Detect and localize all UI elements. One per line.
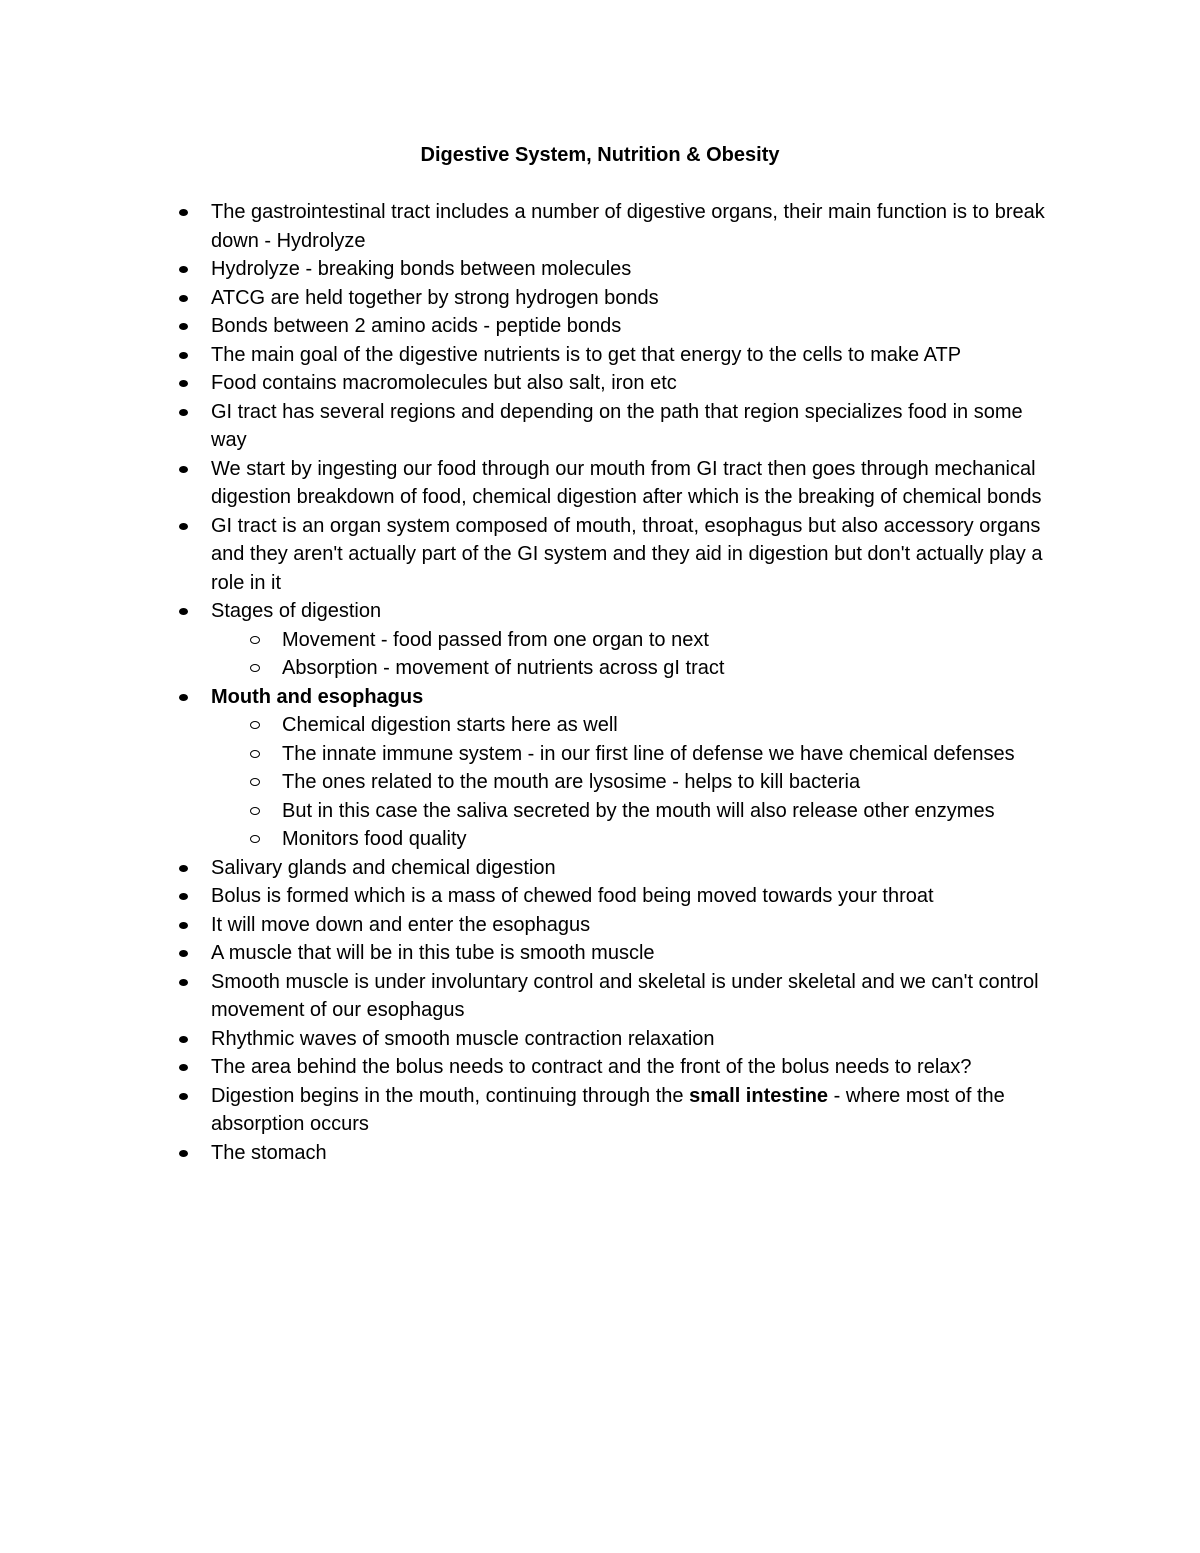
document-title: Digestive System, Nutrition & Obesity bbox=[420, 144, 780, 166]
list-item: GI tract is an organ system composed of mouth, throat, esophagus but also accessory organs and they aren't actually part of the GI system and they aid in digestion but don't actually play a role in it bbox=[211, 512, 1061, 598]
list-item: Food contains macromolecules but also salt, iron etc bbox=[211, 369, 1061, 398]
sub-list-item: The ones related to the mouth are lysosime - helps to kill bacteria bbox=[282, 768, 1061, 797]
list-item-text-after: - where most of the absorption occurs bbox=[211, 1084, 1005, 1135]
sub-list-item: The innate immune system - in our first line of defense we have chemical defenses bbox=[282, 740, 1061, 769]
list-item: It will move down and enter the esophagus bbox=[211, 911, 1061, 940]
list-item-stages-of-digestion bbox=[211, 597, 1061, 683]
list-item-mouth-and-esophagus bbox=[211, 683, 1061, 854]
bullet-list bbox=[211, 198, 1061, 1167]
list-item: The area behind the bolus needs to contract and the front of the bolus needs to relax? bbox=[211, 1053, 1061, 1082]
section-heading: Mouth and esophagus bbox=[211, 685, 424, 708]
list-item: We start by ingesting our food through our mouth from GI tract then goes through mechanical digestion breakdown of food, chemical digestion after which is the breaking of chemical bonds bbox=[211, 455, 1061, 512]
sub-list-item: Movement - food passed from one organ to next bbox=[282, 626, 1061, 655]
list-item: Rhythmic waves of smooth muscle contraction relaxation bbox=[211, 1025, 1061, 1054]
list-item: The gastrointestinal tract includes a number of digestive organs, their main function is to break down - Hydrolyze bbox=[211, 198, 1061, 255]
sub-list-item: But in this case the saliva secreted by the mouth will also release other enzymes bbox=[282, 797, 1061, 826]
list-item-text-before: Digestion begins in the mouth, continuing through the bbox=[211, 1084, 690, 1107]
list-item: The stomach bbox=[211, 1139, 1061, 1168]
list-item: Hydrolyze - breaking bonds between molecules bbox=[211, 255, 1061, 284]
sub-list-item: Chemical digestion starts here as well bbox=[282, 711, 1061, 740]
list-item: Bolus is formed which is a mass of chewed food being moved towards your throat bbox=[211, 882, 1061, 911]
bold-term: small intestine bbox=[689, 1084, 829, 1107]
list-item-small-intestine bbox=[211, 1082, 1061, 1139]
list-item: Bonds between 2 amino acids - peptide bonds bbox=[211, 312, 1061, 341]
sub-list bbox=[211, 626, 1061, 683]
list-item: Smooth muscle is under involuntary control and skeletal is under skeletal and we can't control movement of our esophagus bbox=[211, 968, 1061, 1025]
sub-list bbox=[211, 711, 1061, 854]
list-item: GI tract has several regions and depending on the path that region specializes food in some way bbox=[211, 398, 1061, 455]
list-item: ATCG are held together by strong hydrogen bonds bbox=[211, 284, 1061, 313]
list-item: A muscle that will be in this tube is smooth muscle bbox=[211, 939, 1061, 968]
list-item-text: Stages of digestion bbox=[211, 600, 382, 622]
sub-list-item: Monitors food quality bbox=[282, 825, 1061, 854]
list-item: The main goal of the digestive nutrients is to get that energy to the cells to make ATP bbox=[211, 341, 1061, 370]
list-item: Salivary glands and chemical digestion bbox=[211, 854, 1061, 883]
sub-list-item: Absorption - movement of nutrients across gI tract bbox=[282, 654, 1061, 683]
